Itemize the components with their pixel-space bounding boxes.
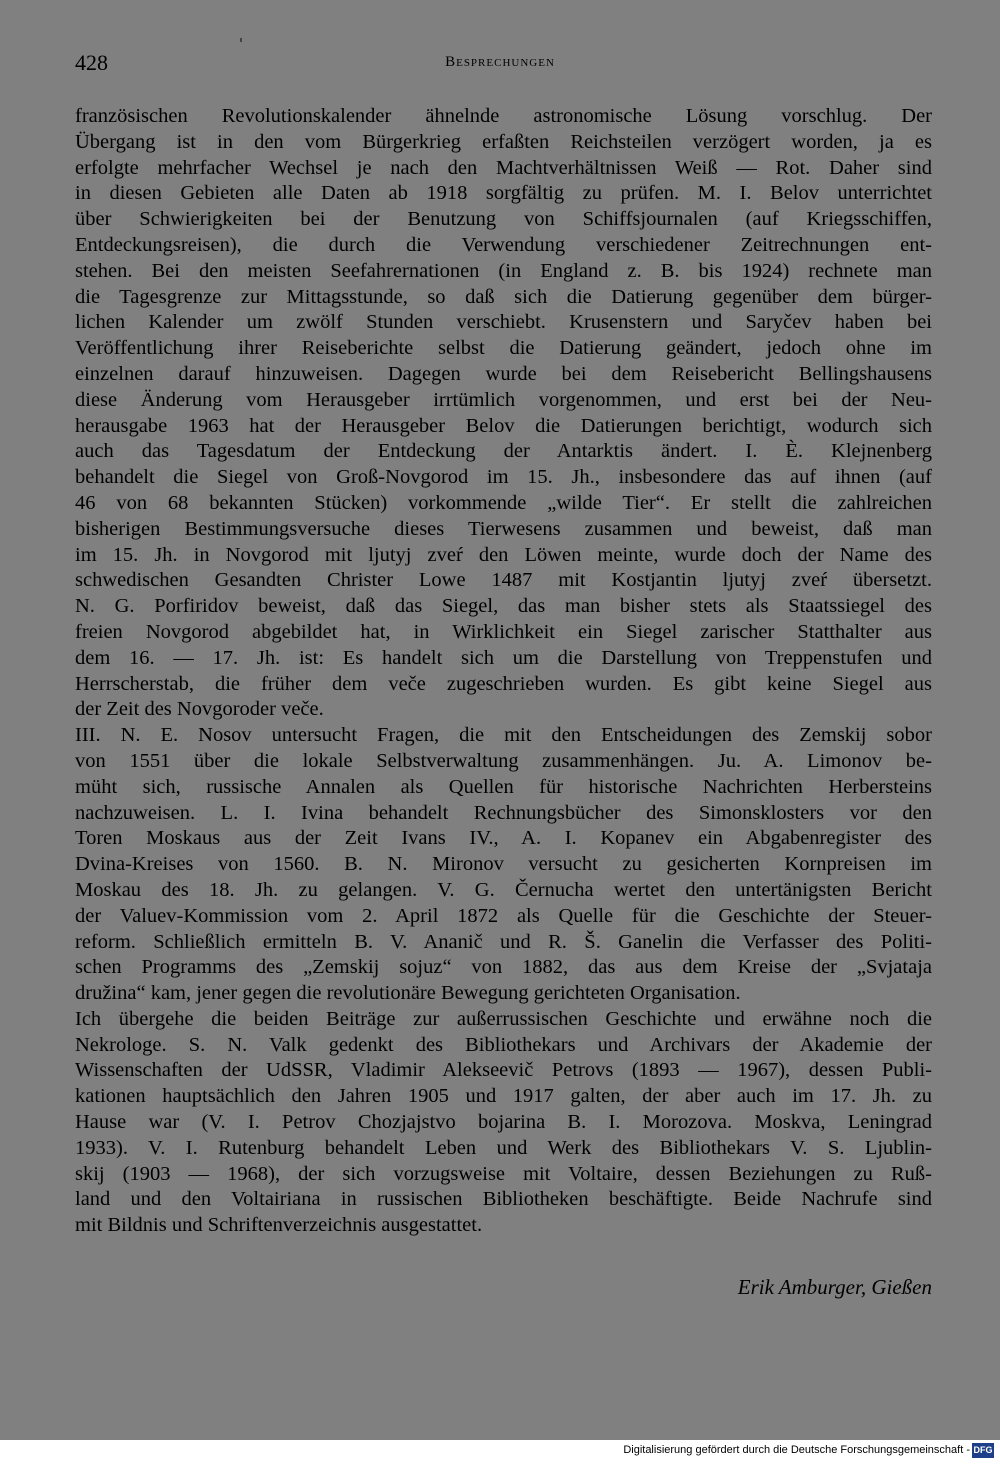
- text-line: schen Programms des „Zemskij sojuz“ von 1882, das aus dem Kreise der „Svjataja: [75, 956, 932, 979]
- text-line: Herrscherstab, die früher dem veče zugeschrieben wurden. Es gibt keine Siegel aus: [75, 672, 932, 695]
- text-line: im 15. Jh. in Novgorod mit ljutyj zveŕ den Löwen meinte, wurde doch der Name des: [75, 543, 932, 566]
- text-line: der Zeit des Novgoroder veče.: [75, 698, 324, 721]
- text-line: die Tagesgrenze zur Mittagsstunde, so daß sich die Datierung gegenüber dem bürger-: [75, 285, 932, 308]
- text-line: müht sich, russische Annalen als Quellen für historische Nachrichten Herbersteins: [75, 775, 932, 798]
- text-line: freien Novgorod abgebildet hat, in Wirklichkeit ein Siegel zarischer Statthalter aus: [75, 620, 932, 643]
- text-line: herausgabe 1963 hat der Herausgeber Belov die Datierungen berichtigt, wodurch sich: [75, 414, 932, 437]
- text-line: land und den Voltairiana in russischen Bibliotheken beschäftigte. Beide Nachrufe sind: [75, 1188, 932, 1211]
- article-body: [75, 104, 932, 1239]
- text-line: Entdeckungsreisen), die durch die Verwendung verschiedener Zeitrechnungen ent-: [75, 233, 932, 256]
- text-line: stehen. Bei den meisten Seefahrernationen (in England z. B. bis 1924) rechnete man: [75, 259, 932, 282]
- text-line: Nekrologe. S. N. Valk gedenkt des Bibliothekars und Archivars der Akademie der: [75, 1033, 932, 1056]
- page-number: 428: [75, 50, 108, 75]
- text-line: lichen Kalender um zwölf Stunden verschiebt. Krusenstern und Saryčev haben bei: [75, 311, 932, 334]
- text-line: von 1551 über die lokale Selbstverwaltung zusammenhängen. Ju. A. Limonov be-: [75, 749, 932, 772]
- text-line: der Valuev-Kommission vom 2. April 1872 als Quelle für die Geschichte der Steuer-: [75, 904, 932, 927]
- text-line: dem 16. — 17. Jh. ist: Es handelt sich um die Darstellung von Treppenstufen und: [75, 646, 932, 669]
- text-line: Ich übergehe die beiden Beiträge zur außerrussischen Geschichte und erwähne noch die: [75, 1007, 932, 1030]
- text-line: kationen hauptsächlich den Jahren 1905 und 1917 galten, der aber auch im 17. Jh. zu: [75, 1085, 932, 1108]
- text-line: bisherigen Bestimmungsversuche dieses Tierwesens zusammen und beweist, daß man: [75, 517, 932, 540]
- text-line: 1933). V. I. Rutenburg behandelt Leben und Werk des Bibliothekars V. S. Ljublin-: [75, 1136, 932, 1159]
- text-line: družina“ kam, jener gegen die revolutionäre Bewegung gerichteten Organisation.: [75, 982, 741, 1005]
- text-line: Hause war (V. I. Petrov Chozjajstvo bojarina B. I. Morozova. Moskva, Leningrad: [75, 1111, 932, 1134]
- text-line: Dvina-Kreises von 1560. B. N. Mironov versucht zu gesicherten Kornpreisen im: [75, 853, 932, 876]
- text-line: 46 von 68 bekannten Stücken) vorkommende „wilde Tier“. Er stellt die zahlreichen: [75, 491, 932, 514]
- author-signature: Erik Amburger, Gießen: [737, 1275, 932, 1299]
- text-line: Wissenschaften der UdSSR, Vladimir Alekseevič Petrovs (1893 — 1967), dessen Publi-: [75, 1059, 932, 1082]
- text-line: französischen Revolutionskalender ähnelnde astronomische Lösung vorschlug. Der: [75, 105, 932, 127]
- dfg-logo: DFG: [972, 1443, 994, 1458]
- text-line: N. G. Porfiridov beweist, daß das Siegel, das man bisher stets als Staatssiegel des: [75, 595, 932, 618]
- text-line: Veröffentlichung ihrer Reiseberichte selbst die Datierung geändert, jedoch ohne im: [75, 337, 932, 360]
- text-line: mit Bildnis und Schriftenverzeichnis ausgestattet.: [75, 1214, 483, 1237]
- scan-speck: [240, 38, 242, 42]
- text-line: nachzuweisen. L. I. Ivina behandelt Rechnungsbücher des Simonsklosters vor den: [75, 801, 932, 824]
- funding-credit: Digitalisierung gefördert durch die Deutsche Forschungsgemeinschaft -: [623, 1444, 970, 1456]
- text-line: erfolgte mehrfacher Wechsel je nach den Machtverhältnissen Weiß — Rot. Daher sind: [75, 156, 932, 179]
- text-line: Toren Moskaus aus der Zeit Ivans IV., A. I. Kopanev ein Abgabenregister des: [75, 827, 932, 850]
- text-line: Moskau des 18. Jh. zu gelangen. V. G. Černucha wertet den untertänigsten Bericht: [75, 878, 932, 901]
- running-head: Besprechungen: [445, 54, 555, 70]
- text-line: über Schwierigkeiten bei der Benutzung von Schiffsjournalen (auf Kriegsschiffen,: [75, 208, 932, 231]
- text-line: Übergang ist in den vom Bürgerkrieg erfaßten Reichsteilen verzögert worden, ja es: [75, 130, 932, 153]
- text-line: behandelt die Siegel von Groß-Novgorod im 15. Jh., insbesondere das auf ihnen (auf: [75, 466, 932, 489]
- text-line: auch das Tagesdatum der Entdeckung der Antarktis ändert. I. È. Klejnenberg: [75, 440, 932, 463]
- text-line: schwedischen Gesandten Christer Lowe 1487 mit Kostjantin ljutyj zveŕ übersetzt.: [75, 569, 932, 592]
- text-line: skij (1903 — 1968), der sich vorzugsweise mit Voltaire, dessen Beziehungen zu Ruß-: [75, 1162, 932, 1185]
- text-line: reform. Schließlich ermitteln B. V. Ananič und R. Š. Ganelin die Verfasser des Politi-: [75, 930, 932, 953]
- text-line: einzelnen darauf hinzuweisen. Dagegen wurde bei dem Reisebericht Bellingshausens: [75, 362, 932, 385]
- text-line: in diesen Gebieten alle Daten ab 1918 sorgfältig zu prüfen. M. I. Belov unterrichtet: [75, 182, 932, 205]
- text-line: diese Änderung vom Herausgeber irrtümlich vorgenommen, und erst bei der Neu-: [75, 388, 932, 411]
- text-line: III. N. E. Nosov untersucht Fragen, die mit den Entscheidungen des Zemskij sobor: [75, 724, 932, 747]
